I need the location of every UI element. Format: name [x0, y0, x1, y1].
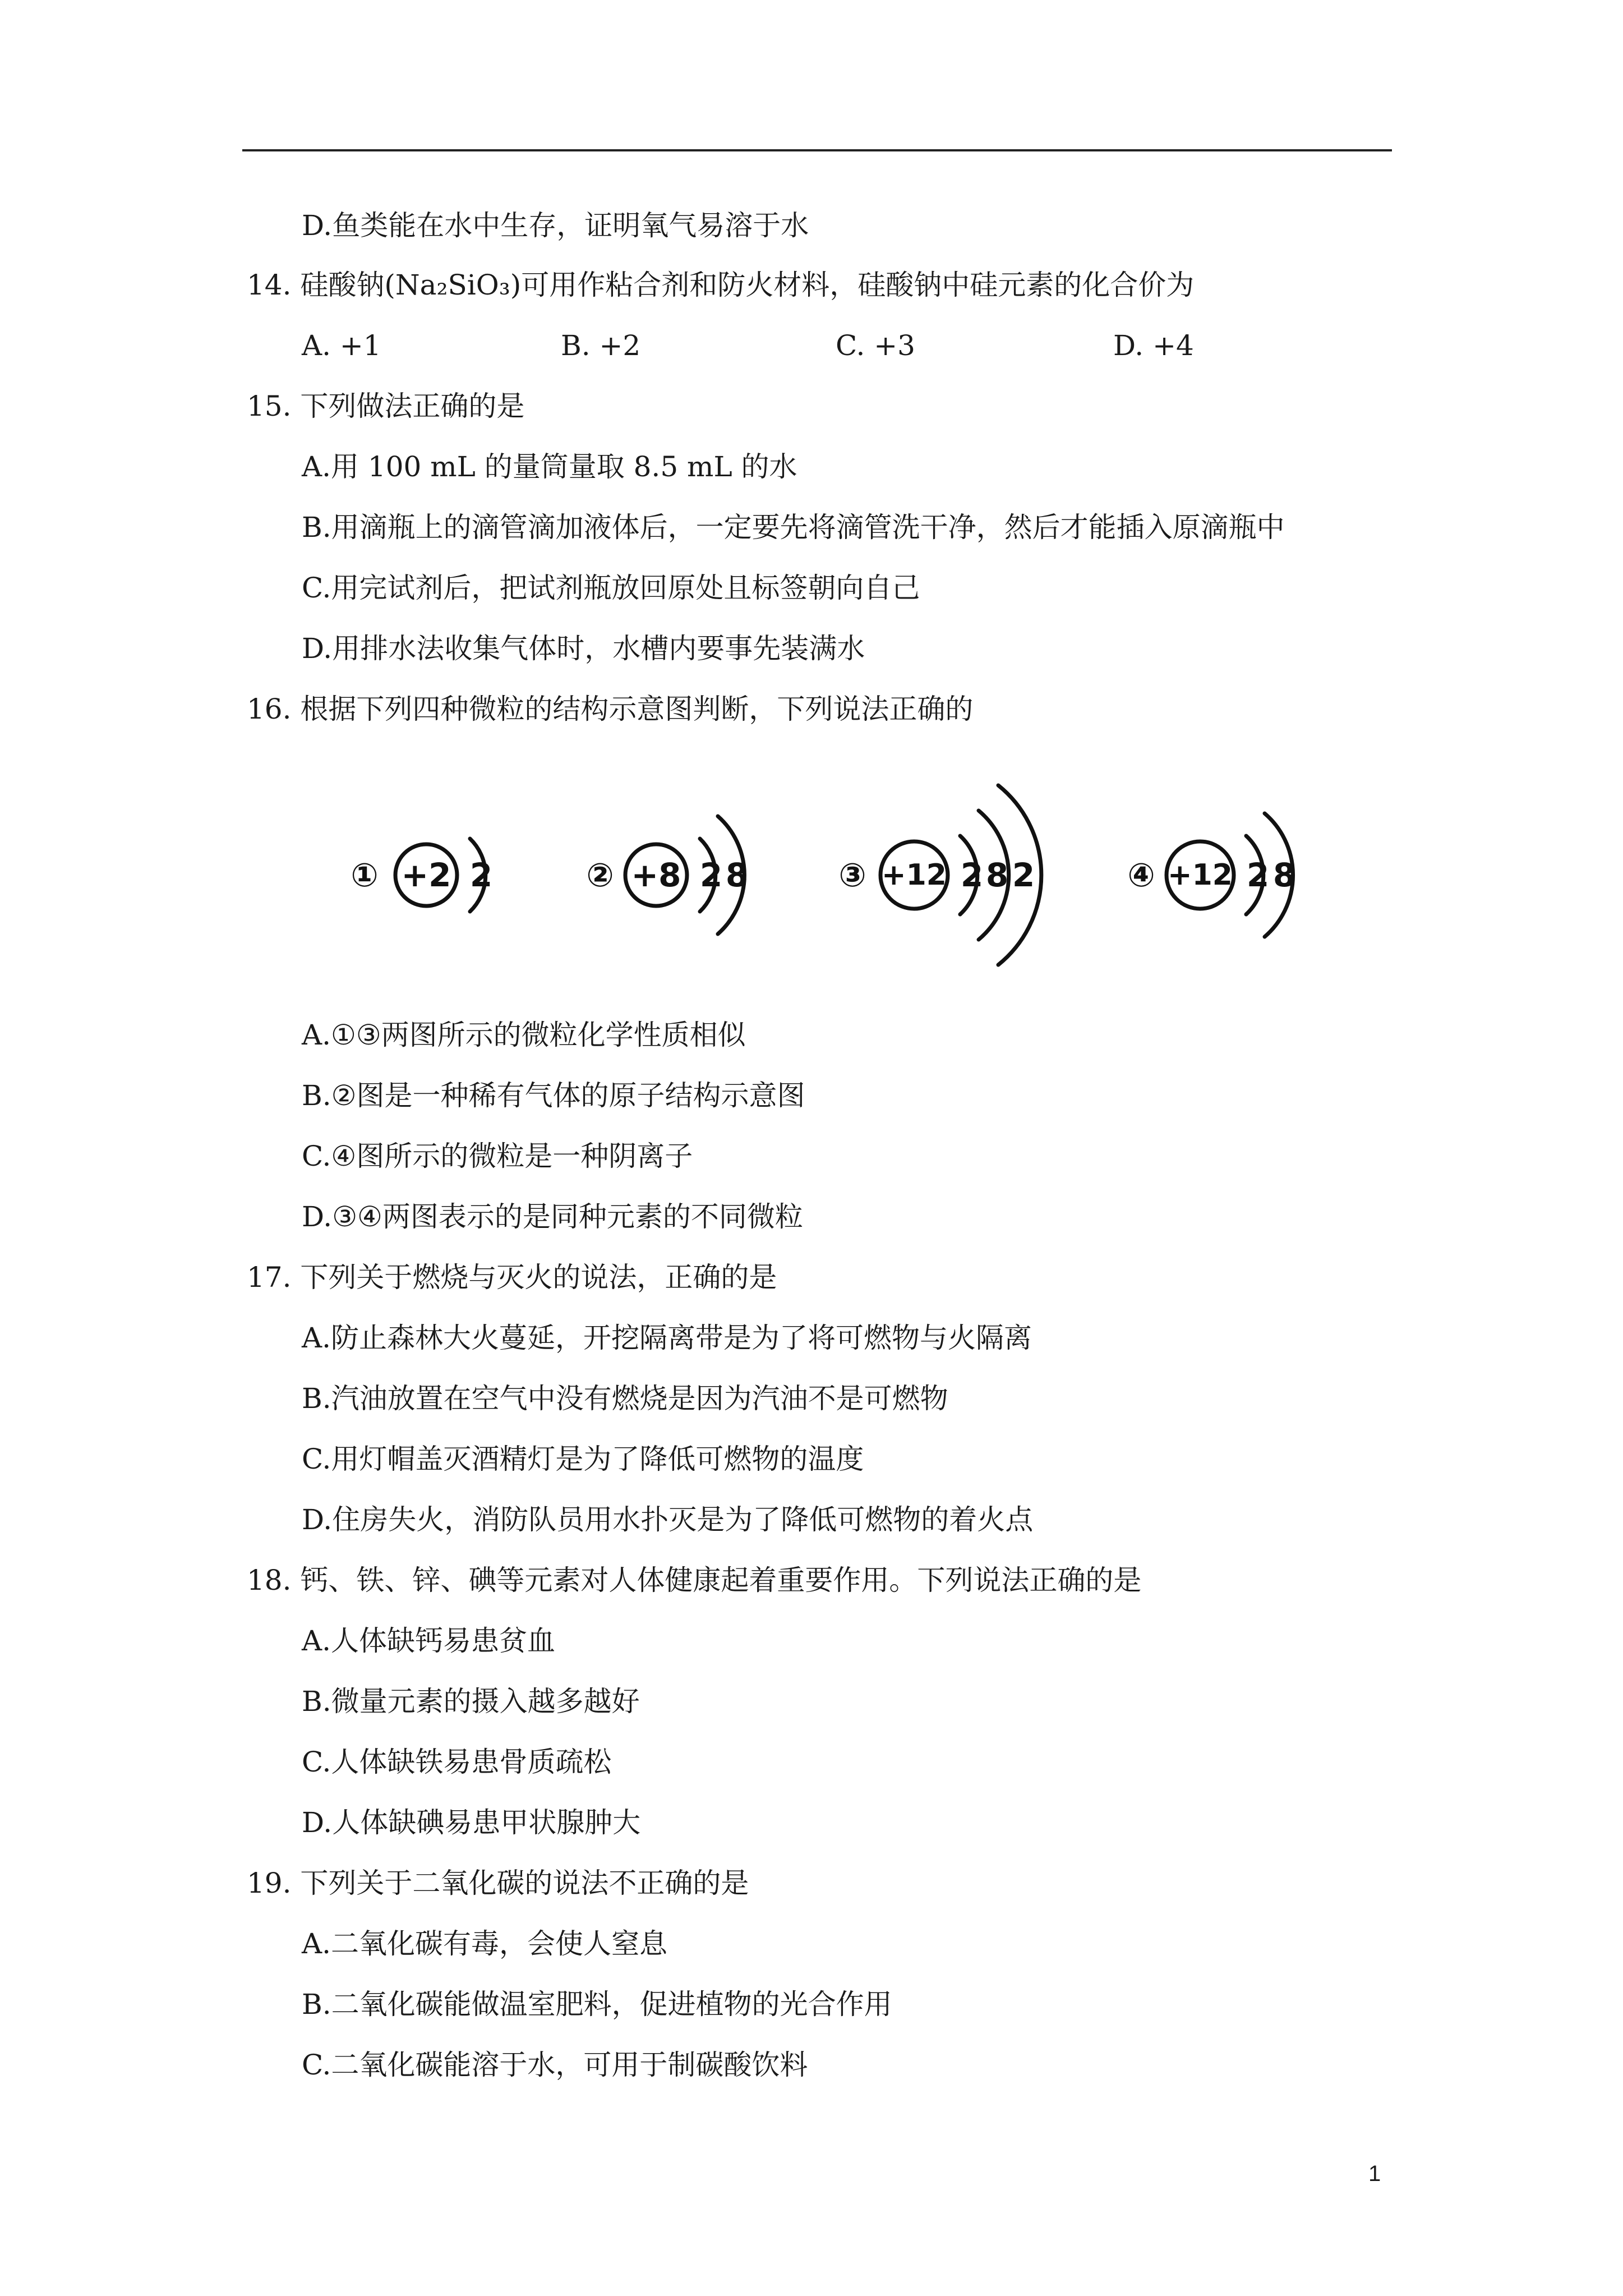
shell-count-3-3: 2: [1012, 856, 1035, 894]
q14-option-a: A. +1: [302, 329, 381, 362]
nucleus-charge-1: +2: [401, 856, 451, 894]
nucleus-charge-4: +12: [1168, 858, 1233, 892]
shell-count-2-1: 2: [699, 856, 723, 894]
q16-option-d: D.③④两图表示的是同种元素的不同微粒: [302, 1200, 803, 1233]
diagram-marker-4: ④: [1127, 856, 1155, 894]
page-number: 1: [1368, 2161, 1381, 2186]
q16-option-a: A.①③两图所示的微粒化学性质相似: [302, 1019, 746, 1051]
q19-option-a: A.二氧化碳有毒，会使人窒息: [302, 1927, 668, 1960]
q18-option-c: C.人体缺铁易患骨质疏松: [302, 1746, 612, 1778]
diagram-marker-3: ③: [838, 856, 866, 894]
q19-stem: 19. 下列关于二氧化碳的说法不正确的是: [247, 1867, 749, 1899]
q17-option-d: D.住房失火，消防队员用水扑灭是为了降低可燃物的着火点: [302, 1503, 1034, 1536]
q16-stem: 16. 根据下列四种微粒的结构示意图判断，下列说法正确的: [247, 693, 974, 725]
q18-option-a: A.人体缺钙易患贫血: [302, 1625, 556, 1657]
q14-option-b: B. +2: [561, 329, 641, 362]
diagram-marker-2: ②: [586, 856, 614, 894]
atomic-structure-diagrams: [336, 769, 1324, 993]
q17-option-a: A.防止森林大火蔓延，开挖隔离带是为了将可燃物与火隔离: [302, 1322, 1032, 1354]
q15-option-b: B.用滴瓶上的滴管滴加液体后，一定要先将滴管洗干净，然后才能插入原滴瓶中: [302, 511, 1285, 544]
shell-count-4-2: 8: [1272, 856, 1296, 894]
q14-option-d: D. +4: [1113, 329, 1194, 362]
q14-stem: 14. 硅酸钠(Na₂SiO₃)可用作粘合剂和防火材料，硅酸钠中硅元素的化合价为: [247, 269, 1195, 301]
shell-count-3-1: 2: [960, 856, 984, 894]
q14-option-c: C. +3: [836, 329, 915, 362]
shell-count-1-1: 2: [469, 856, 493, 894]
shell-count-4-1: 2: [1246, 856, 1270, 894]
q19-option-c: C.二氧化碳能溶于水，可用于制碳酸饮料: [302, 2049, 808, 2081]
q19-option-b: B.二氧化碳能做温室肥料，促进植物的光合作用: [302, 1988, 892, 2021]
shell-count-3-2: 8: [985, 856, 1009, 894]
q17-stem: 17. 下列关于燃烧与灭火的说法，正确的是: [247, 1261, 777, 1294]
q15-stem: 15. 下列做法正确的是: [247, 390, 525, 422]
q17-option-c: C.用灯帽盖灭酒精灯是为了降低可燃物的温度: [302, 1443, 864, 1475]
q16-option-b: B.②图是一种稀有气体的原子结构示意图: [302, 1079, 805, 1112]
nucleus-charge-3: +12: [882, 858, 947, 892]
header-rule: [242, 149, 1392, 151]
q16-option-c: C.④图所示的微粒是一种阴离子: [302, 1140, 693, 1172]
q15-option-c: C.用完试剂后，把试剂瓶放回原处且标签朝向自己: [302, 572, 920, 604]
q15-option-a: A.用 100 mL 的量筒量取 8.5 mL 的水: [302, 450, 797, 483]
q18-option-b: B.微量元素的摄入越多越好: [302, 1685, 640, 1718]
shell-count-2-2: 8: [725, 856, 749, 894]
q13-option-d: D.鱼类能在水中生存，证明氧气易溶于水: [302, 209, 809, 242]
nucleus-charge-2: +8: [631, 856, 681, 894]
diagram-marker-1: ①: [351, 856, 379, 894]
q18-option-d: D.人体缺碘易患甲状腺肿大: [302, 1806, 641, 1839]
q17-option-b: B.汽油放置在空气中没有燃烧是因为汽油不是可燃物: [302, 1382, 948, 1415]
q18-stem: 18. 钙、铁、锌、碘等元素对人体健康起着重要作用。下列说法正确的是: [247, 1564, 1142, 1596]
q15-option-d: D.用排水法收集气体时，水槽内要事先装满水: [302, 632, 865, 665]
